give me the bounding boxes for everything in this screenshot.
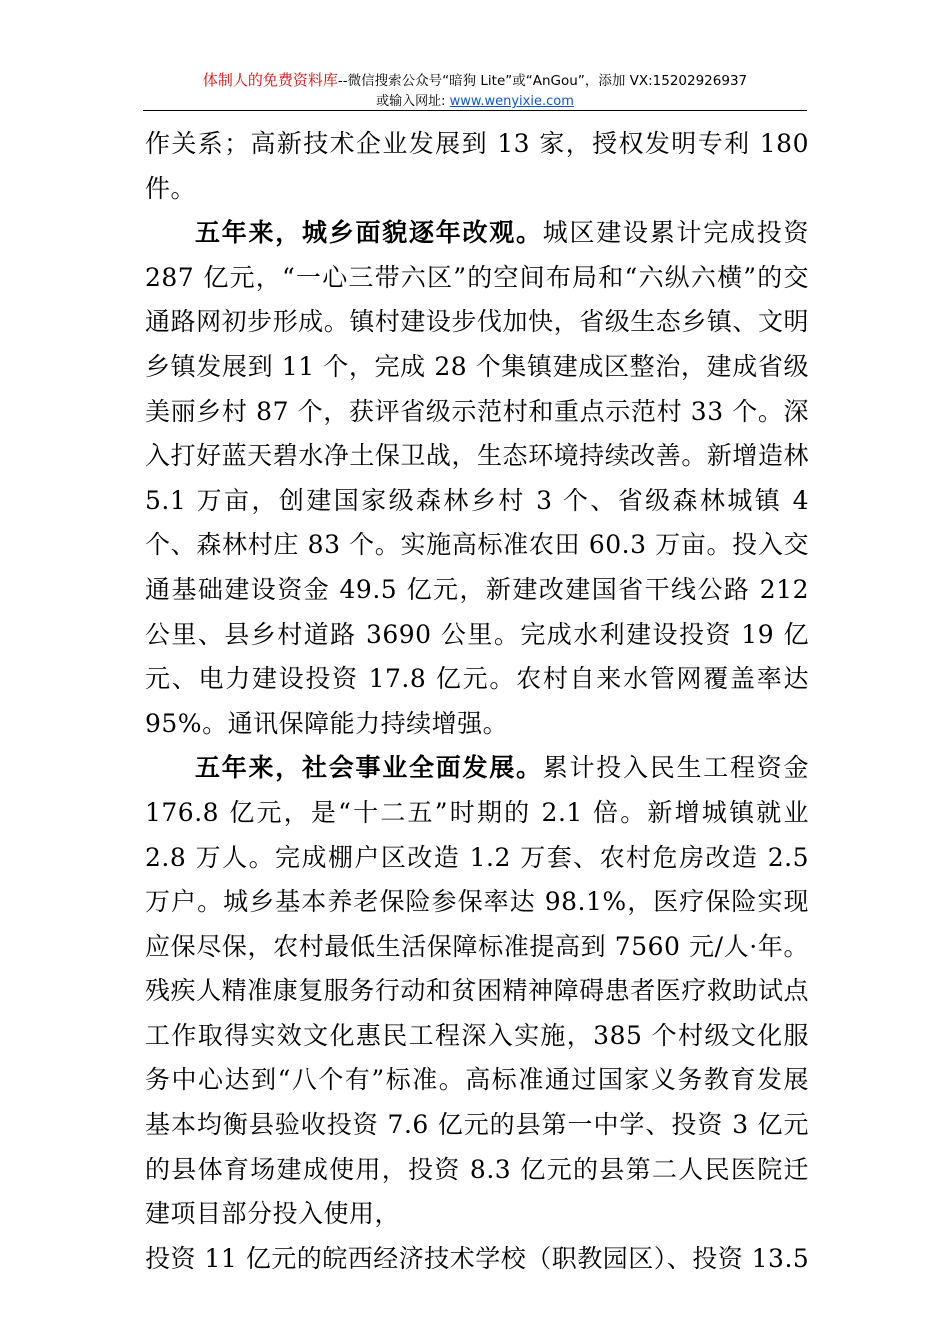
- link-prefix: 或输入网址:: [376, 94, 446, 109]
- paragraph-social: [145, 746, 809, 1237]
- header-divider: [143, 110, 807, 111]
- paragraph-continued: 作关系；高新技术企业发展到 13 家，授权发明专利 180 件。: [145, 129, 809, 203]
- website-link[interactable]: www.wenyixie.com: [449, 94, 574, 109]
- header-line-1: [0, 70, 950, 91]
- paragraph-body: 城区建设累计完成投资 287 亿元，“一心三带六区”的空间布局和“六纵六横”的交通路网初步形成。镇村建设步伐加快，省级生态乡镇、文明乡镇发展到 11 个，完成 28 个集镇建成区整治，建成省级美丽乡村 87 个，获评省级示范村和重点示范村 33 个。深入打好蓝天碧水净土保卫战，生态环境持续改善。新增造林 5.1 万亩，创建国家级森林乡村 3 个、省级森林城镇 4 个、森林村庄 83 个。实施高标准农田 60.3 万亩。投入交通基础建设资金 49.5 亿元，新建改建国省干线公路 212 公里、县乡村道路 3690 公里。完成水利建设投资 19 亿元、电力建设投资 17.8 亿元。农村自来水管网覆盖率达 95%。通讯保障能力持续增强。: [145, 218, 809, 738]
- document-body: [145, 122, 809, 1281]
- header-line-2: [0, 92, 950, 112]
- paragraph-lead: 五年来，城乡面貌逐年改观。: [195, 218, 543, 248]
- header-info: --微信搜索公众号“暗狗 Lite”或“AnGou”，添加 VX:15202926937: [337, 73, 748, 89]
- paragraph-lead: 五年来，社会事业全面发展。: [195, 753, 543, 783]
- brand-title: 体制人的免费资料库: [202, 71, 338, 89]
- page-header: [0, 70, 950, 112]
- paragraph-body: 累计投入民生工程资金 176.8 亿元，是“十二五”时期的 2.1 倍。新增城镇就业 2.8 万人。完成棚户区改造 1.2 万套、农村危房改造 2.5 万户。城乡基本养老保险参保率达 98.1%，医疗保险实现应保尽保，农村最低生活保障标准提高到 7560 元/人·年。残疾人精准康复服务行动和贫困精神障碍患者医疗救助试点工作取得实效文化惠民工程深入实施，385 个村级文化服务中心达到“八个有”标准。高标准通过国家义务教育发展基本均衡县验收投资 7.6 亿元的县第一中学、投资 3 亿元的县体育场建成使用，投资 8.3 亿元的县第二人民医院迁建项目部分投入使用，: [145, 753, 809, 1229]
- paragraph-urban-rural: [145, 211, 809, 746]
- paragraph-tail: 投资 11 亿元的皖西经济技术学校（职教园区）、投资 13.5: [145, 1243, 810, 1273]
